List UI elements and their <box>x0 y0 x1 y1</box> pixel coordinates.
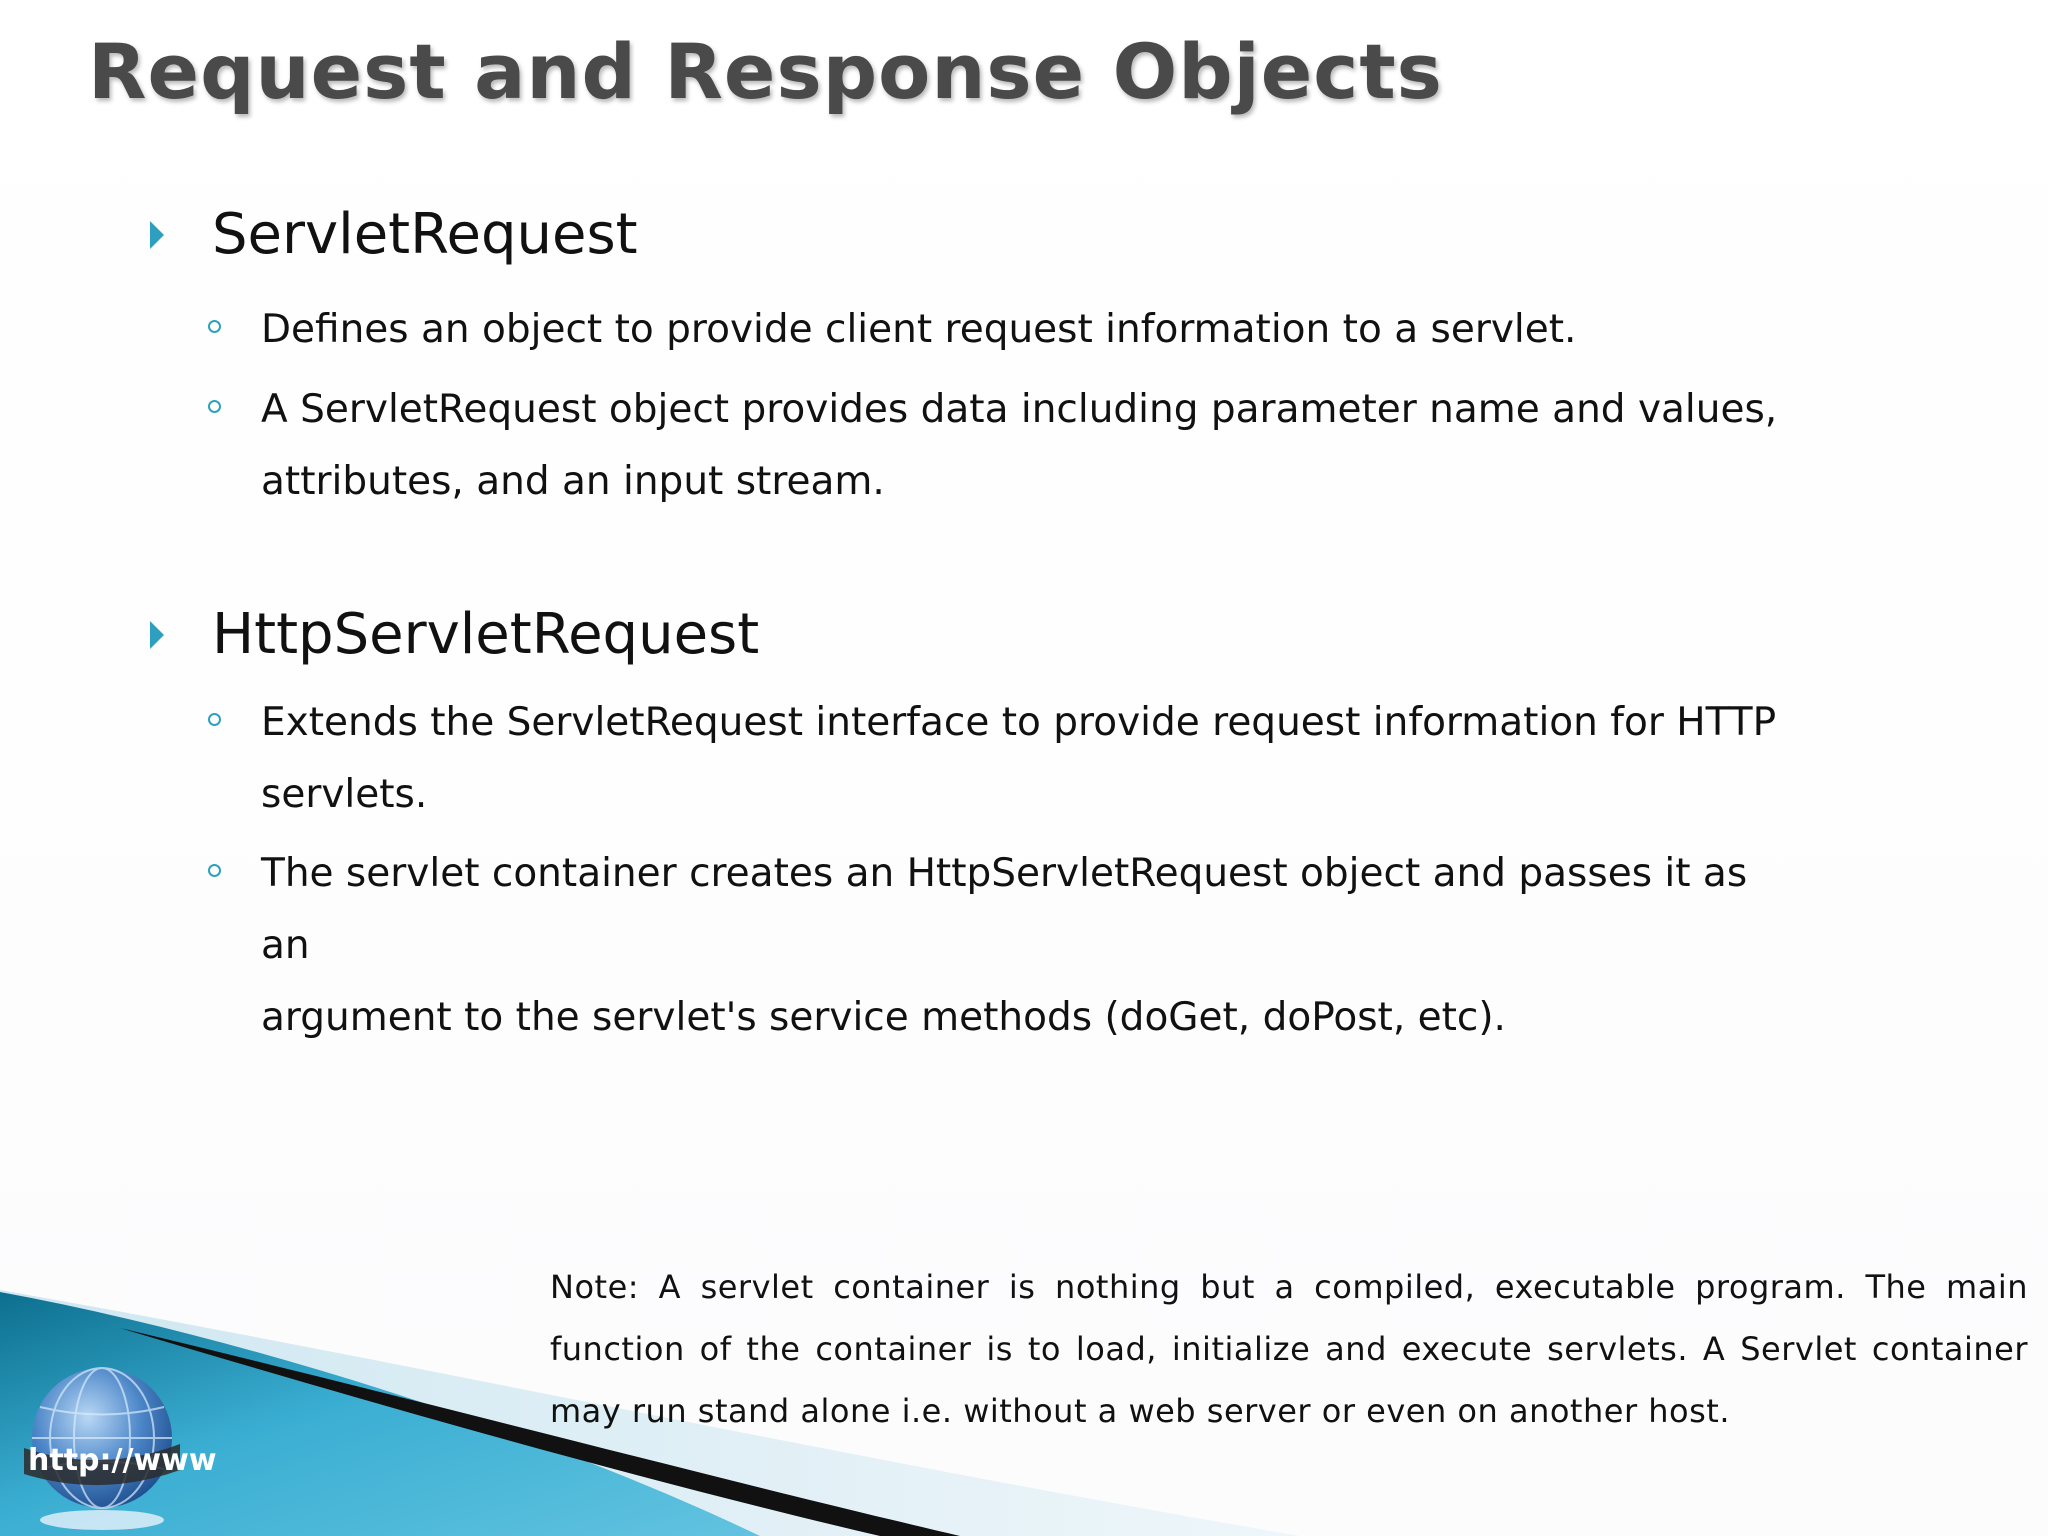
triangle-bullet-icon <box>150 221 164 249</box>
sub-bullet-line: attributes, and an input stream. <box>261 459 885 504</box>
triangle-bullet-icon <box>150 621 164 649</box>
circle-bullet-icon <box>208 320 221 333</box>
sub-bullet-line: argument to the servlet's service methods (doGet, doPost, etc). <box>261 995 1506 1040</box>
sub-bullet <box>208 294 1808 366</box>
slide-title: Request and Response Objects <box>88 27 1443 116</box>
sub-bullet-line: Extends the ServletRequest interface to provide request information for HTTP <box>261 700 1777 745</box>
sub-bullet-line: servlets. <box>261 772 428 817</box>
circle-bullet-icon <box>208 400 221 413</box>
note-text: Note: A servlet container is nothing but a compiled, executable program. The main function of the container is to load, initialize and execute servlets. A Servlet container may run stand alone i.e. without a web server or even on another host. <box>550 1268 2028 1430</box>
sub-bullet-line: The servlet container creates an HttpServletRequest object and passes it as an <box>261 851 1748 968</box>
bullet-heading: ServletRequest <box>212 202 638 267</box>
sub-bullet-text <box>261 838 1808 1054</box>
sub-bullet <box>208 374 1808 518</box>
sub-bullet-line: A ServletRequest object provides data including parameter name and values, <box>261 387 1778 432</box>
bullet-httpservletrequest <box>140 600 759 670</box>
logo-text: http://www <box>28 1443 217 1478</box>
sub-bullet <box>208 838 1808 1054</box>
sub-bullet-text <box>261 374 1808 518</box>
sub-bullet <box>208 687 1808 831</box>
circle-bullet-icon <box>208 713 221 726</box>
sub-bullet-line: Defines an object to provide client request information to a servlet. <box>261 307 1577 352</box>
bullet-servletrequest <box>140 200 638 270</box>
sub-bullet-text <box>261 687 1808 831</box>
bullet-heading: HttpServletRequest <box>212 602 760 667</box>
sub-bullet-text <box>261 294 1808 366</box>
globe-icon <box>22 1352 217 1532</box>
circle-bullet-icon <box>208 864 221 877</box>
